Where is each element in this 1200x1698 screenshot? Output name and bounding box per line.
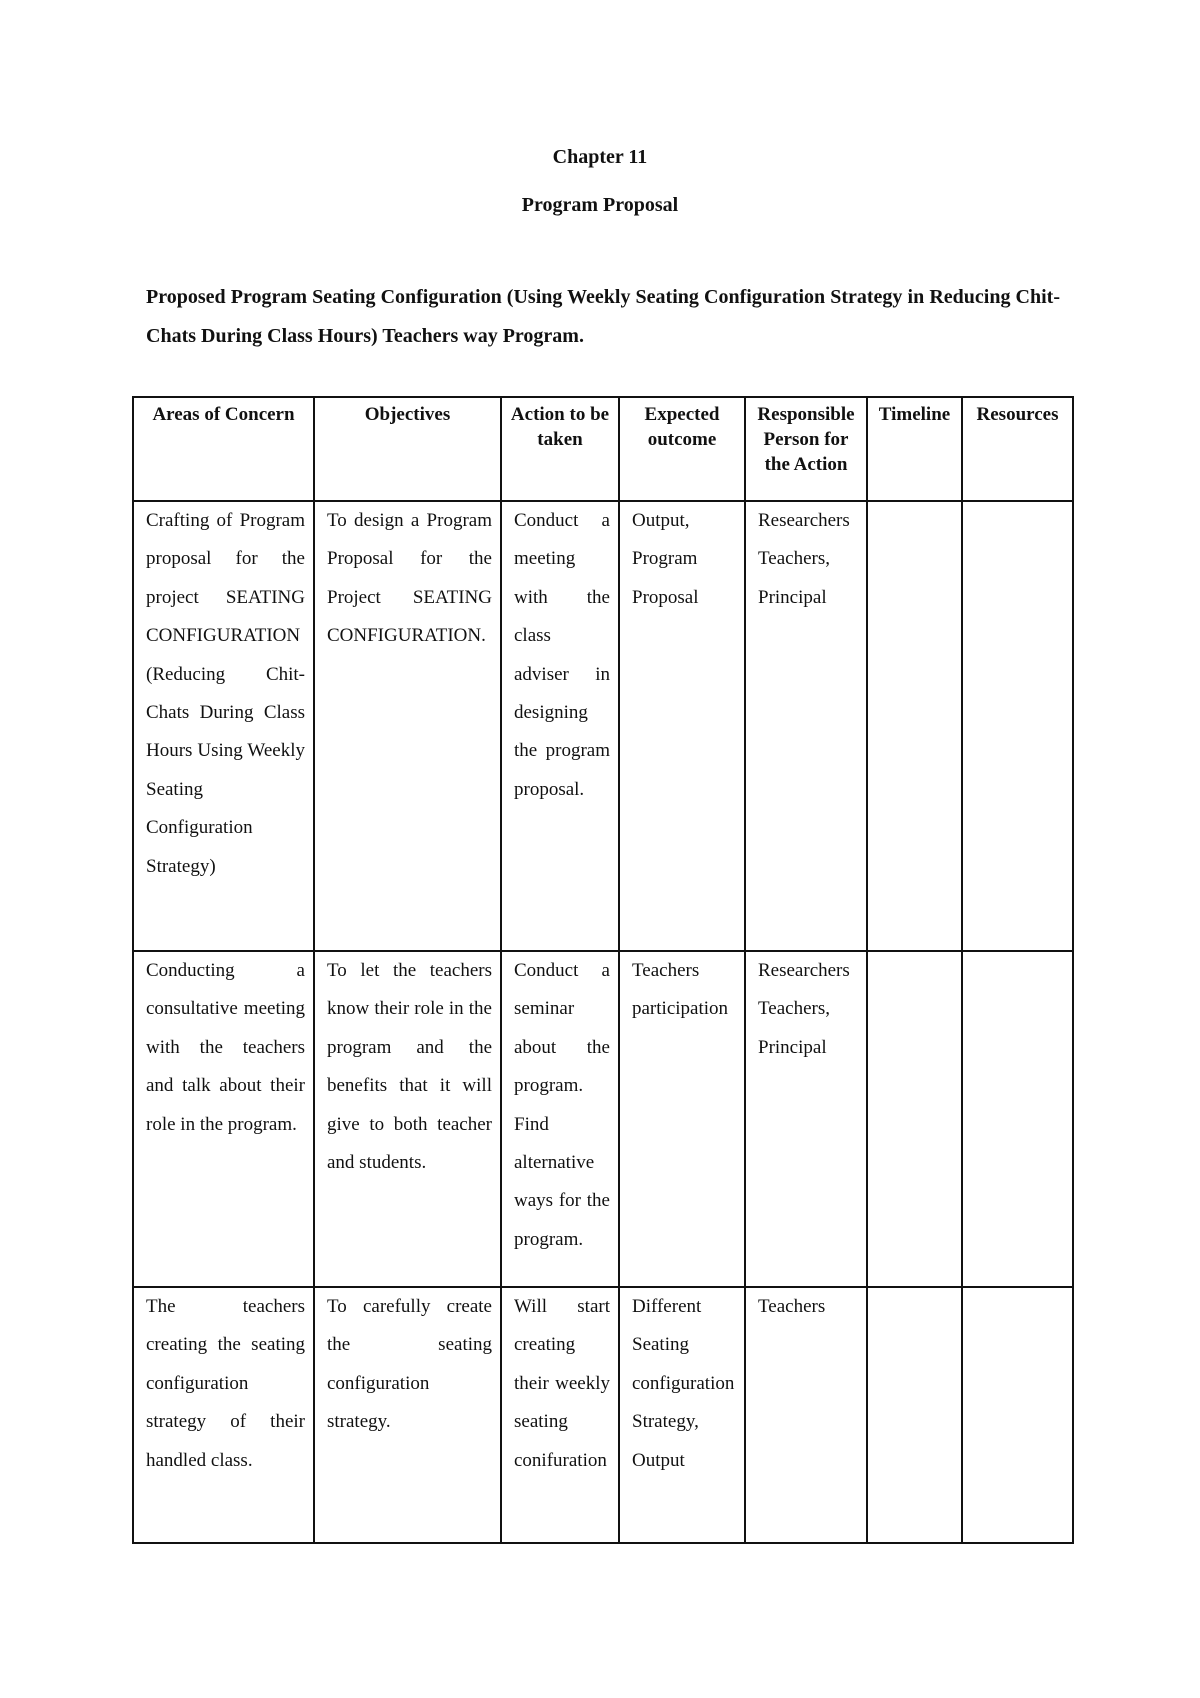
chapter-heading: Chapter 11	[552, 146, 648, 168]
proposal-intro: Proposed Program Seating Configuration (Using Weekly Seating Configuration Strategy in Reducing Chit-Chats During Class Hours) Teachers way Program.	[146, 286, 1060, 347]
cell-resources	[962, 501, 1073, 951]
column-header-action: Action to be taken	[501, 397, 619, 501]
cell-action: Will start creating their weekly seating conifuration	[501, 1287, 619, 1543]
column-header-objectives: Objectives	[314, 397, 501, 501]
cell-area: Conducting a consultative meeting with the teachers and talk about their role in the program.	[133, 951, 314, 1287]
column-header-areas: Areas of Concern	[133, 397, 314, 501]
cell-resources	[962, 951, 1073, 1287]
cell-responsible: Researchers Teachers, Principal	[745, 501, 867, 951]
column-header-timeline: Timeline	[867, 397, 962, 501]
cell-outcome: Different Seating configuration Strategy, Output	[619, 1287, 745, 1543]
cell-resources	[962, 1287, 1073, 1543]
cell-objective: To carefully create the seating configuration strategy.	[314, 1287, 501, 1543]
table-header-row	[133, 397, 1073, 501]
column-header-resources: Resources	[962, 397, 1073, 501]
cell-action: Conduct a seminar about the program. Find alternative ways for the program.	[501, 951, 619, 1287]
cell-area: The teachers creating the seating configuration strategy of their handled class.	[133, 1287, 314, 1543]
cell-objective: To design a Program Proposal for the Project SEATING CONFIGURATION.	[314, 501, 501, 951]
cell-area: Crafting of Program proposal for the project SEATING CONFIGURATION (Reducing Chit-Chats During Class Hours Using Weekly Seating Configuration Strategy)	[133, 501, 314, 951]
program-proposal-table	[132, 396, 1074, 1544]
table-row	[133, 1287, 1073, 1543]
cell-timeline	[867, 1287, 962, 1543]
cell-action: Conduct a meeting with the class adviser in designing the program proposal.	[501, 501, 619, 951]
column-header-responsible: Responsible Person for the Action	[745, 397, 867, 501]
page-title: Program Proposal	[521, 194, 679, 216]
cell-timeline	[867, 501, 962, 951]
table-row	[133, 951, 1073, 1287]
table-row	[133, 501, 1073, 951]
cell-outcome: Teachers participation	[619, 951, 745, 1287]
cell-timeline	[867, 951, 962, 1287]
column-header-outcome: Expected outcome	[619, 397, 745, 501]
cell-responsible: Researchers Teachers, Principal	[745, 951, 867, 1287]
cell-outcome: Output, Program Proposal	[619, 501, 745, 951]
cell-objective: To let the teachers know their role in the program and the benefits that it will give to both teacher and students.	[314, 951, 501, 1287]
cell-responsible: Teachers	[745, 1287, 867, 1543]
